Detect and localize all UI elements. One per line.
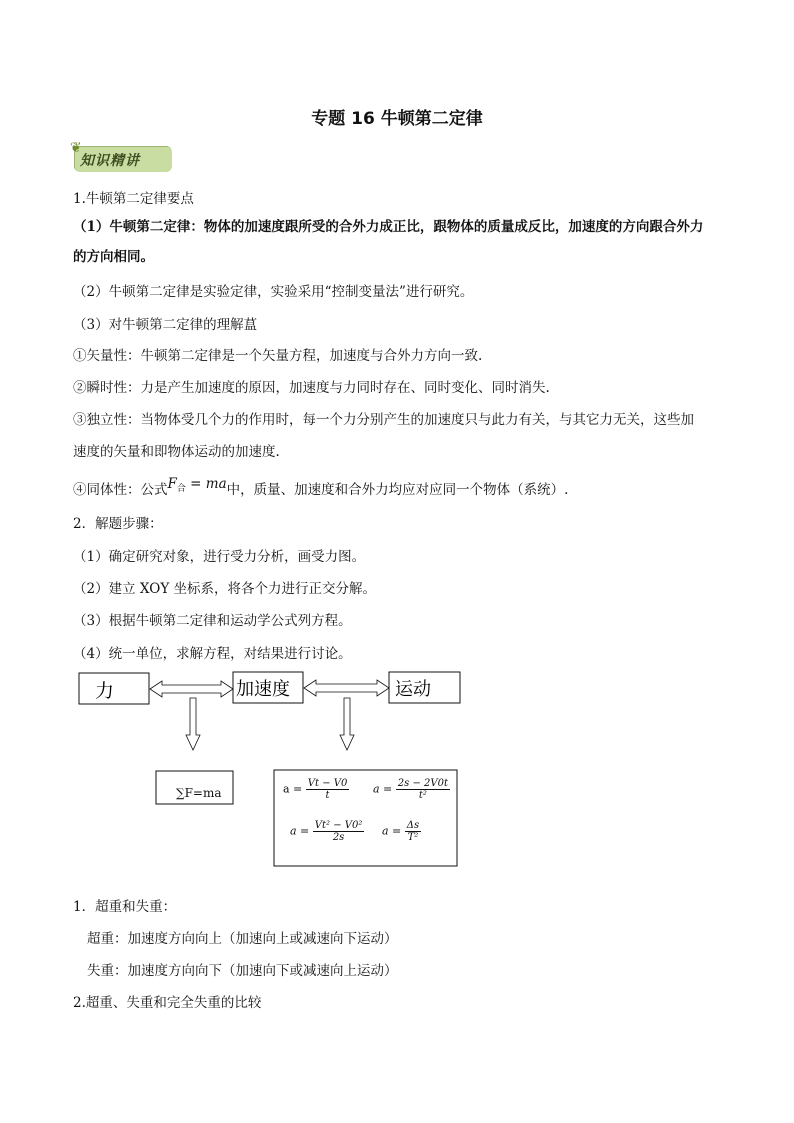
newton-formula-text: ∑F=ma [176,786,222,800]
f3-denominator: 2s [332,832,345,843]
leaf-icon: ❦ [70,140,82,156]
formula-rhs: = ma [185,476,227,492]
box-acceleration-label: 加速度 [236,679,290,700]
double-arrow-force-acceleration [150,681,233,697]
kinematic-formula-3 [290,820,364,843]
f1-fraction [306,778,350,801]
formula-sub: 合 [176,484,186,494]
item-same-body-prefix: ④同体性：公式 [73,482,168,498]
formula-f: F [167,476,177,492]
item-independence: ③独立性：当物体受几个力的作用时，每一个力分别产生的加速度只与此力有关，与其它力无关，这些加 [73,412,694,428]
heading-newton-law-points: 1.牛顿第二定律要点 [73,191,194,207]
weightless-definition: 失重：加速度方向向下（加速向下或减速向上运动） [87,963,398,979]
badge-label: 知识精讲 [80,153,140,169]
heading-overweight-weightless: 1．超重和失重： [73,899,177,915]
paragraph-law-statement-cont: 的方向相同。 [73,249,154,265]
item-independence-cont: 速度的矢量和即物体运动的加速度. [73,444,280,460]
f4-numerator: Δs [406,820,420,831]
step-2: （2）建立 XOY 坐标系，将各个力进行正交分解。 [73,581,377,597]
f4-lhs: a = [382,824,402,838]
down-arrow-left [186,698,200,750]
paragraph-experimental-law: （2）牛顿第二定律是实验定律，实验采用“控制变量法”进行研究。 [73,284,474,300]
f2-numerator: 2s − 2V0t [397,778,448,789]
f2-denominator: t² [418,790,427,801]
f4-fraction [405,820,421,843]
heading-comparison: 2.超重、失重和完全失重的比较 [73,995,262,1011]
item-vector: ①矢量性：牛顿第二定律是一个矢量方程，加速度与合外力方向一致. [73,348,483,364]
f4-denominator: T² [407,832,419,843]
f1-numerator: Vt − V0 [307,778,348,789]
paragraph-law-statement: （1）牛顿第二定律：物体的加速度跟所受的合外力成正比，跟物体的质量成反比，加速度的方向跟合外力 [73,219,704,235]
f3-fraction [313,820,365,843]
f1-lhs: a = [283,782,303,796]
step-1: （1）确定研究对象，进行受力分析，画受力图。 [73,549,366,565]
kinematic-formula-2 [373,778,450,801]
page-title: 专题 16 牛顿第二定律 [311,109,483,129]
step-3: （3）根据牛顿第二定律和运动学公式列方程。 [73,613,352,629]
f2-fraction [396,778,450,801]
f2-lhs: a = [373,782,393,796]
item-same-body-suffix: 中，质量、加速度和合外力均应对应同一个物体（系统）. [226,482,569,498]
box-motion-label: 运动 [395,679,431,700]
down-arrow-right [340,698,354,750]
heading-solving-steps: 2．解题步骤： [73,516,163,532]
kinematic-formula-4 [382,820,421,843]
item-instantaneous: ②瞬时性：力是产生加速度的原因，加速度与力同时存在、同时变化、同时消失. [73,380,550,396]
f3-lhs: a = [290,824,310,838]
paragraph-understanding: （3）对牛顿第二定律的理解蒀 [73,317,258,333]
kinematic-formula-1 [283,778,349,801]
double-arrow-acceleration-motion [304,680,389,696]
f3-numerator: Vt² − V0² [314,820,363,831]
f1-denominator: t [325,790,330,801]
step-4: （4）统一单位，求解方程，对结果进行讨论。 [73,646,352,662]
overweight-definition: 超重：加速度方向向上（加速向上或减速向下运动） [87,931,398,947]
box-force-label: 力 [95,680,115,702]
